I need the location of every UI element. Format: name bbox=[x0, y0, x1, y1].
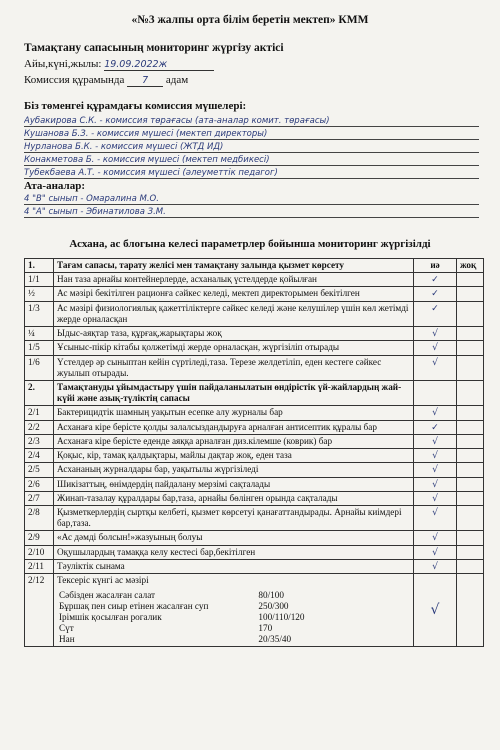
row-text: Жинап-тазалау құралдары бар,таза, арнайы бөлінген орында сақталады bbox=[54, 491, 414, 505]
section-title: Асхана, ас блогына келесі параметрлер бойынша мониторинг жүргізілді bbox=[69, 238, 431, 250]
row-text: Асханаға кіре берісте еденде аяққа арналған диз.кілемше (коврик) бар bbox=[54, 434, 414, 448]
yes-checkmark: ✓ bbox=[414, 301, 457, 326]
table-row bbox=[25, 491, 484, 505]
commission-suffix: адам bbox=[165, 74, 189, 86]
row-number: ½ bbox=[25, 287, 54, 301]
act-title: Тамақтану сапасының мониторинг жүргізу актісі bbox=[24, 42, 284, 54]
member-item: Аубакирова С.К. - комиссия төрағасы (ата-аналар комит. төрағасы) bbox=[24, 116, 479, 127]
row-text: Ұсыныс-пікір кітабы қолжетімді жерде орналасқан, жүргізіліп отырады bbox=[54, 341, 414, 355]
table-row bbox=[25, 327, 484, 341]
row-text: Асханаға кіре берісте қолды залалсыздандыруға арналған антисептик құралы бар bbox=[54, 420, 414, 434]
yes-checkmark: √ bbox=[414, 406, 457, 420]
table-row bbox=[25, 301, 484, 326]
no-cell bbox=[457, 380, 484, 405]
no-cell bbox=[457, 574, 484, 647]
row-number: 2/1 bbox=[25, 406, 54, 420]
commission-label: Комиссия құрамында bbox=[24, 74, 125, 86]
yes-checkmark: √ bbox=[414, 505, 457, 530]
row-number: 1/6 bbox=[25, 355, 54, 380]
row-number: 2/4 bbox=[25, 449, 54, 463]
table-row bbox=[25, 505, 484, 530]
row-number: 2. bbox=[25, 380, 54, 405]
parent-item: 4 "В" сынып - Омаралина М.О. bbox=[24, 194, 479, 205]
row-number: 2/2 bbox=[25, 420, 54, 434]
no-cell bbox=[457, 273, 484, 287]
no-cell bbox=[457, 505, 484, 530]
menu-item-name: Сүт bbox=[59, 623, 74, 634]
member-item: Нурланова Б.К. - комиссия мүшесі (ЖТД ИД) bbox=[24, 142, 479, 153]
row-number: 2/5 bbox=[25, 463, 54, 477]
row-text: Қоқыс, кір, тамақ қалдықтары, майлы дақтар жоқ, еден таза bbox=[54, 449, 414, 463]
row-number: 2/9 bbox=[25, 531, 54, 545]
no-cell bbox=[457, 301, 484, 326]
yes-checkmark: √ bbox=[414, 491, 457, 505]
row-number: ¼ bbox=[25, 327, 54, 341]
yes-checkmark: √ bbox=[414, 545, 457, 559]
row-text: Нан таза арнайы контейнерлерде, асханалық үстелдерде қойылған bbox=[54, 273, 414, 287]
yes-checkmark: √ bbox=[414, 327, 457, 341]
member-item: Кушанова Б.З. - комиссия мүшесі (мектеп директоры) bbox=[24, 129, 479, 140]
row-number: 1/5 bbox=[25, 341, 54, 355]
menu-item-name: Бұршақ пен сиыр етінен жасалған суп bbox=[59, 601, 209, 612]
row-number: 2/3 bbox=[25, 434, 54, 448]
yes-checkmark: ✓ bbox=[414, 420, 457, 434]
no-cell bbox=[457, 545, 484, 559]
no-cell bbox=[457, 341, 484, 355]
row-text: Асхананың журналдары бар, уақытылы жүргізіледі bbox=[54, 463, 414, 477]
menu-item-name: Сәбізден жасалған салат bbox=[59, 590, 156, 601]
yes-checkmark: √ bbox=[414, 434, 457, 448]
yes-checkmark: ✓ bbox=[414, 287, 457, 301]
menu-item-name: Ірімшік қосылған рогалик bbox=[59, 612, 162, 623]
no-cell bbox=[457, 491, 484, 505]
table-row bbox=[25, 341, 484, 355]
no-cell bbox=[457, 463, 484, 477]
table-row bbox=[25, 449, 484, 463]
no-column-header: жоқ bbox=[457, 259, 484, 273]
menu-item-value: 20/35/40 bbox=[258, 634, 292, 645]
table-row bbox=[25, 406, 484, 420]
menu-row bbox=[25, 574, 484, 647]
members-title: Біз төменгеі құрамдағы комиссия мүшелері: bbox=[24, 100, 247, 112]
member-item: Конакметова Б. - комиссия мүшесі (мектеп медбикесі) bbox=[24, 155, 479, 166]
no-cell bbox=[457, 420, 484, 434]
row-number: 1/1 bbox=[25, 273, 54, 287]
row-text: Үстелдер әр сыныптан кейін сүртіледі,таза. Терезе желдетіліп, еден кестеге сәйкес жуылып отырады. bbox=[54, 355, 414, 380]
row-text: Бактерицидтік шамның уақытын есепке алу журналы бар bbox=[54, 406, 414, 420]
menu-item-value: 250/300 bbox=[258, 601, 289, 612]
row-text: Ыдыс-аяқтар таза, құрғақ,жарықтары жоқ bbox=[54, 327, 414, 341]
table-row bbox=[25, 463, 484, 477]
row-text: Қызметкерлердің сыртқы келбеті, қызмет көрсетуі қанағаттандырады. Арнайы киімдері бар,таза. bbox=[54, 505, 414, 530]
no-cell bbox=[457, 434, 484, 448]
table-row bbox=[25, 545, 484, 559]
menu-item-name: Нан bbox=[59, 634, 75, 645]
row-text: Ас мәзірі бекітілген рационға сәйкес келеді, мектеп директорымен бекітілген bbox=[54, 287, 414, 301]
yes-checkmark: √ bbox=[414, 449, 457, 463]
row-number: 2/12 bbox=[25, 574, 54, 647]
row-number: 2/11 bbox=[25, 559, 54, 573]
yes-checkmark: √ bbox=[414, 463, 457, 477]
parents-title: Ата-аналар: bbox=[24, 180, 85, 192]
monitoring-table bbox=[24, 258, 484, 647]
row-text: Оқушылардың тамаққа келу кестесі бар,бекітілген bbox=[54, 545, 414, 559]
table-row bbox=[25, 559, 484, 573]
row-number: 2/8 bbox=[25, 505, 54, 530]
menu-item-value: 170 bbox=[258, 623, 273, 634]
row-number: 2/10 bbox=[25, 545, 54, 559]
no-cell bbox=[457, 327, 484, 341]
row-text: Тамақтануды ұйымдастыру үшін пайдаланылатын өндірістік үй-жайлардың жай-күйі және азық-түліктің сапасы bbox=[54, 380, 414, 405]
parent-item: 4 "А" сынып - Эбинатилова З.М. bbox=[24, 207, 479, 218]
menu-item-value: 100/110/120 bbox=[258, 612, 305, 623]
no-cell bbox=[457, 531, 484, 545]
row-number: 1/3 bbox=[25, 301, 54, 326]
yes-checkmark: √ bbox=[414, 341, 457, 355]
no-cell bbox=[457, 449, 484, 463]
row-number: 1. bbox=[25, 259, 54, 273]
yes-checkmark: √ bbox=[414, 559, 457, 573]
table-row bbox=[25, 420, 484, 434]
no-cell bbox=[457, 287, 484, 301]
row-number: 2/6 bbox=[25, 477, 54, 491]
member-item: Тубекбаева А.Т. - комиссия мүшесі (әлеуметтік педагог) bbox=[24, 168, 479, 179]
commission-line bbox=[24, 74, 188, 87]
yes-checkmark: √ bbox=[414, 574, 457, 647]
table-row bbox=[25, 477, 484, 491]
yes-checkmark: √ bbox=[414, 477, 457, 491]
table-header-row bbox=[25, 259, 484, 273]
row-text: Шикізаттың, өнімдердің пайдалану мерзімі сақталады bbox=[54, 477, 414, 491]
table-row bbox=[25, 380, 484, 405]
table-row bbox=[25, 531, 484, 545]
row-text: Тағам сапасы, тарату желісі мен тамақтану залында қызмет көрсету bbox=[54, 259, 414, 273]
date-label: Айы,күні,жылы: bbox=[24, 58, 102, 70]
table-row bbox=[25, 287, 484, 301]
row-text: Тәуліктік сынама bbox=[54, 559, 414, 573]
row-text: «Ас дәмді болсын!»жазуының болуы bbox=[54, 531, 414, 545]
date-line bbox=[24, 58, 214, 71]
yes-column-header: иә bbox=[414, 259, 457, 273]
no-cell bbox=[457, 559, 484, 573]
table-row bbox=[25, 273, 484, 287]
table-row bbox=[25, 355, 484, 380]
yes-checkmark: √ bbox=[414, 355, 457, 380]
date-value: 19.09.2022ж bbox=[104, 59, 214, 71]
row-text: Ас мәзірі физиологиялық қажеттіліктерге сәйкес келеді және келушілер үшін көл жетімді жерде орналасқан bbox=[54, 301, 414, 326]
yes-checkmark: √ bbox=[414, 531, 457, 545]
row-number: 2/7 bbox=[25, 491, 54, 505]
school-name: «№3 жалпы орта білім беретін мектеп» КММ bbox=[131, 14, 369, 26]
menu-item-value: 80/100 bbox=[258, 590, 284, 601]
commission-count: 7 bbox=[127, 75, 163, 87]
yes-checkmark bbox=[414, 380, 457, 405]
no-cell bbox=[457, 477, 484, 491]
yes-checkmark: ✓ bbox=[414, 273, 457, 287]
menu-cell bbox=[54, 574, 414, 647]
menu-title: Тексеріс күнгі ас мәзірі bbox=[57, 575, 149, 586]
no-cell bbox=[457, 355, 484, 380]
no-cell bbox=[457, 406, 484, 420]
table-row bbox=[25, 434, 484, 448]
